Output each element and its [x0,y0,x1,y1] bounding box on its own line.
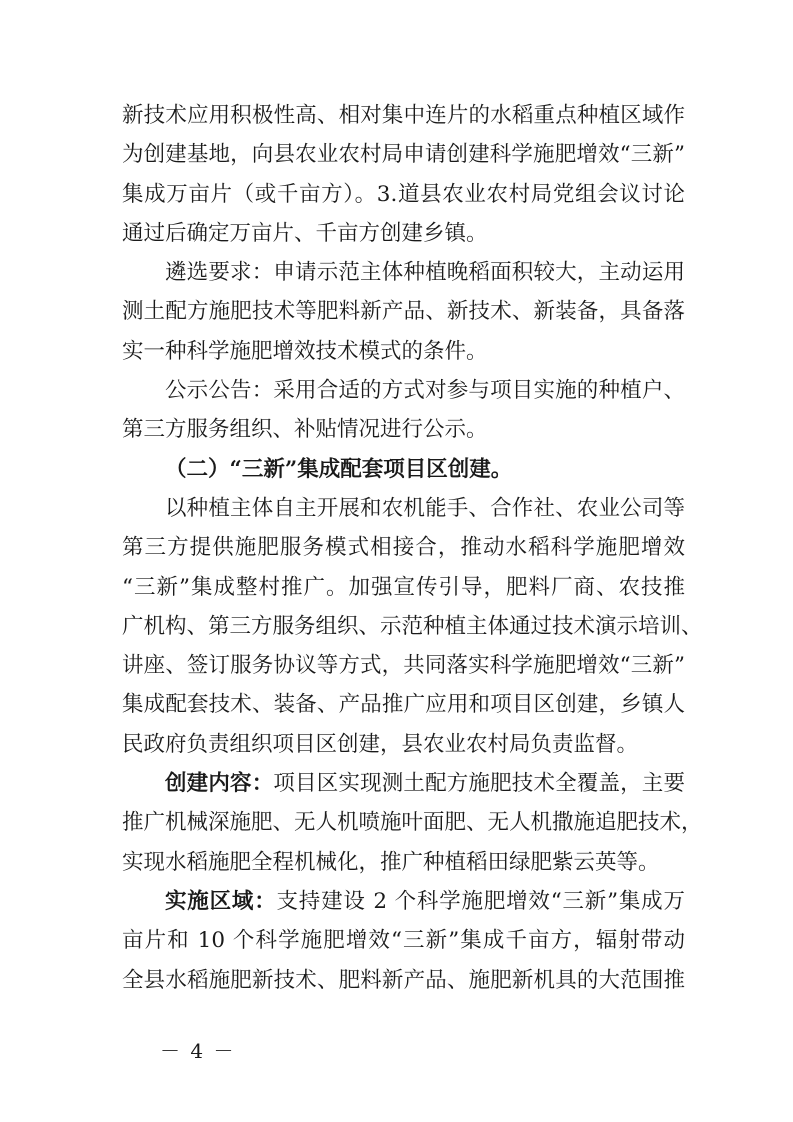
text-line: 第三方提供施肥服务模式相接合，推动水稻科学施肥增效 [122,535,685,561]
body-text [122,96,703,1000]
text-line: 全县水稻施肥新技术、肥料新产品、施肥新机具的大范围推 [122,967,685,993]
text-line: 新技术应用积极性高、相对集中连片的水稻重点种植区域作 [122,103,685,128]
text-line-content: 项目区实现测土配方施肥技术全覆盖，主要 [273,771,685,797]
text-line: 第三方服务组织、补贴情况进行公示。 [122,417,488,443]
text-line: 通过后确定万亩片、千亩方创建乡镇。 [122,220,488,246]
text-line: 为创建基地，向县农业农村局申请创建科学施肥增效“三新” [122,142,685,168]
text-line: 民政府负责组织项目区创建，县农业农村局负责监督。 [122,731,639,757]
bold-lead-label: 创建内容： [165,771,274,797]
text-line: 公示公告：采用合适的方式对参与项目实施的种植户、 [165,378,685,404]
text-line: 集成配套技术、装备、产品推广应用和项目区创建，乡镇人 [122,692,685,718]
text-line: 遴选要求：申请示范主体种植晚稻面积较大，主动运用 [165,260,685,286]
text-line-content: 支持建设 2 个科学施肥增效“三新”集成万 [276,888,685,914]
text-line: 广机构、第三方服务组织、示范种植主体通过技术演示培训、 [122,613,703,639]
text-line: 讲座、签订服务协议等方式，共同落实科学施肥增效“三新” [122,653,685,679]
text-line: 推广机械深施肥、无人机喷施叶面肥、无人机撒施追肥技术， [122,810,703,836]
section-heading: （二）“三新”集成配套项目区创建。 [165,456,513,482]
page-number: － 4 － [160,1039,236,1063]
text-line: “三新”集成整村推广。加强宣传引导，肥料厂商、农技推 [122,574,685,600]
text-line: 实一种科学施肥增效技术模式的条件。 [122,338,488,364]
text-line [122,764,685,803]
text-line: 测土配方施肥技术等肥料新产品、新技术、新装备，具备落 [122,299,685,325]
text-line: 集成万亩片（或千亩方）。3.道县农业农村局党组会议讨论 [122,181,685,207]
text-line: 以种植主体自主开展和农机能手、合作社、农业公司等 [165,495,685,521]
text-line [122,882,685,921]
text-line: 实现水稻施肥全程机械化，推广种植稻田绿肥紫云英等。 [122,849,660,875]
text-line: 亩片和 10 个科学施肥增效“三新”集成千亩方，辐射带动 [122,928,685,954]
bold-lead-label: 实施区域： [165,888,277,914]
